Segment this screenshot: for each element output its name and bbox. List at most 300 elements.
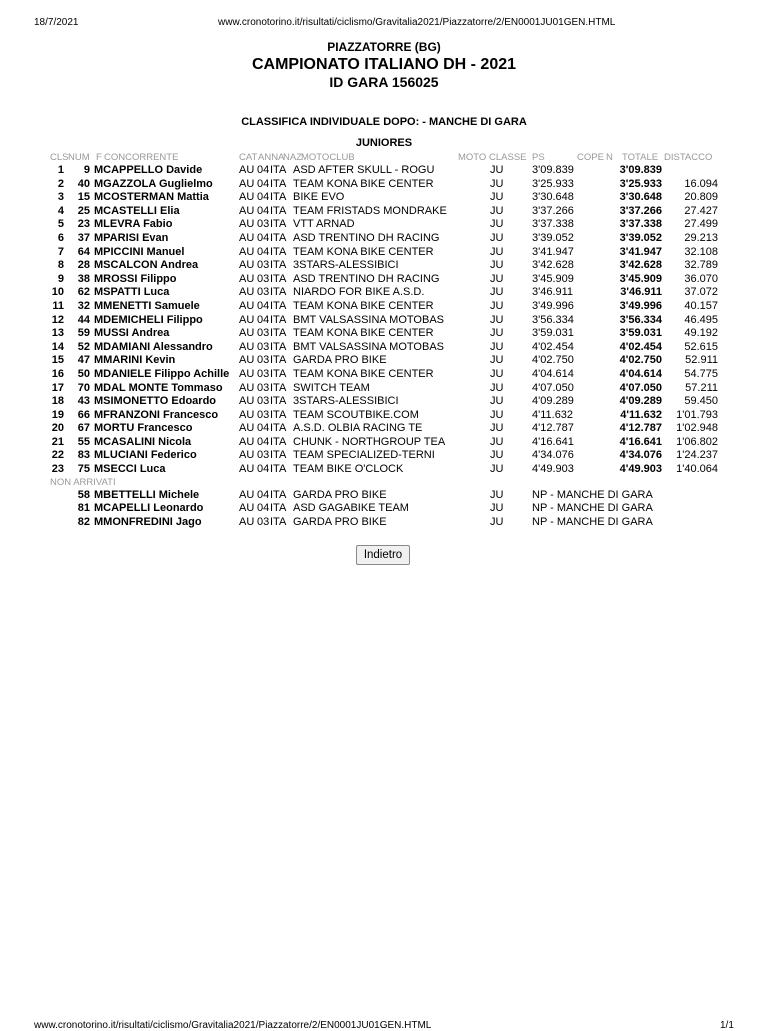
rider-category: AU [239,218,255,231]
col-naz: NAZ [283,152,302,163]
nationality: ITA [270,408,287,421]
print-date: 18/7/2021 [34,17,79,28]
table-row [0,300,768,314]
position: 1 [57,164,64,176]
position: 5 [57,218,64,231]
rider-category: AU [239,177,255,190]
gap-time: 1'01.793 [676,408,718,421]
nationality: ITA [270,488,287,501]
position: 9 [57,272,64,285]
gap-time: 32.789 [684,259,718,272]
team-name: VTT ARNAD [293,218,355,231]
page-number: 1/1 [720,1020,734,1031]
position: 2 [57,177,64,190]
race-id: ID GARA 156025 [329,74,439,90]
col-cope: COPE [577,152,604,163]
col-anna: ANNA [258,152,285,163]
event-title: CAMPIONATO ITALIANO DH - 2021 [251,56,517,73]
rider-name: MSIMONETTO Edoardo [94,395,217,408]
stage-time: 4'12.787 [532,422,574,435]
col-cat: CAT [239,152,258,163]
total-time: 4'11.632 [620,408,662,421]
stage-time: 3'30.648 [532,191,574,204]
rider-category: AU [239,340,255,353]
birth-year: 04 [257,463,270,476]
position: 14 [51,340,64,353]
nationality: ITA [270,259,287,272]
birth-year: 04 [257,204,270,217]
class: JU [490,191,504,204]
bib-number: 9 [83,164,90,176]
classification-title: CLASSIFICA INDIVIDUALE DOPO: - MANCHE DI GARA [241,116,527,128]
total-time: 4'09.289 [619,395,662,408]
stage-time: 3'56.334 [532,313,574,326]
rider-name: MUSSI Andrea [94,327,170,340]
total-time: 3'46.911 [620,286,662,299]
position: 21 [51,435,64,448]
table-row [0,341,768,355]
stage-time: 3'25.933 [532,177,574,190]
stage-time: 3'59.031 [532,327,574,340]
team-name: ASD TRENTINO DH RACING [293,231,440,244]
gap-time: 40.157 [684,299,718,312]
rider-category: AU [239,259,255,272]
rider-category: AU [239,272,255,285]
bib-number: 32 [77,299,90,312]
non-arrived-label: NON ARRIVATI [50,476,116,488]
total-time: 3'39.052 [619,231,662,244]
class: JU [490,381,504,394]
nationality: ITA [270,191,287,204]
total-time: 4'34.076 [619,449,662,462]
birth-year: 03 [257,381,270,394]
rider-name: MSCALCON Andrea [94,259,199,272]
class: JU [490,463,504,476]
nationality: ITA [270,515,287,528]
gap-time: 59.450 [684,395,718,408]
col-totale: TOTALE [622,152,659,163]
bib-number: 75 [77,463,90,476]
stage-time: 3'49.996 [532,299,574,312]
status: NP - MANCHE DI GARA [532,488,653,501]
col-motoclub: MOTOCLUB [301,152,355,163]
birth-year: 04 [257,177,270,190]
class: JU [490,367,504,380]
rider-category: AU [239,286,255,299]
total-time: 3'37.266 [619,204,662,217]
rider-category: AU [239,502,255,515]
team-name: TEAM KONA BIKE CENTER [293,327,434,340]
stage-time: 4'34.076 [532,449,574,462]
rider-name: MPARISI Evan [94,231,169,244]
nationality: ITA [270,449,287,462]
birth-year: 04 [257,231,270,244]
rider-category: AU [239,354,255,367]
rider-name: MCAPPELLO Davide [94,164,203,176]
position: 18 [51,395,64,408]
birth-year: 04 [257,164,270,176]
table-row [0,354,768,368]
birth-year: 03 [257,286,270,299]
total-time: 3'41.947 [619,245,662,258]
birth-year: 03 [257,340,270,353]
gap-time: 46.495 [684,313,718,326]
nationality: ITA [270,354,287,367]
birth-year: 04 [257,299,270,312]
total-time: 3'56.334 [619,313,662,326]
stage-time: 4'11.632 [532,408,574,421]
gap-time: 36.070 [684,272,718,285]
rider-name: MDEMICHELI Filippo [94,313,203,326]
rider-name: MORTU Francesco [94,422,193,435]
table-row [0,205,768,219]
total-time: 4'07.050 [619,381,662,394]
bib-number: 52 [77,340,90,353]
status: NP - MANCHE DI GARA [532,515,653,528]
gap-time: 20.809 [684,191,718,204]
class: JU [490,259,504,272]
table-row [0,409,768,423]
table-row [0,368,768,382]
rider-category: AU [239,313,255,326]
position: 22 [51,449,64,462]
nationality: ITA [270,272,287,285]
rider-name: MLUCIANI Federico [94,449,197,462]
bib-number: 47 [77,354,90,367]
position: 7 [57,245,64,258]
rider-name: MBETTELLI Michele [94,488,200,501]
table-row [0,178,768,192]
birth-year: 03 [257,408,270,421]
total-time: 3'49.996 [619,299,662,312]
gap-time: 29.213 [684,231,718,244]
class: JU [490,408,504,421]
position: 23 [51,463,64,476]
table-row [0,164,768,178]
rider-name: MCASALINI Nicola [94,435,192,448]
nationality: ITA [270,422,287,435]
rider-name: MLEVRA Fabio [94,218,173,231]
nationality: ITA [270,299,287,312]
class: JU [490,327,504,340]
total-time: 3'42.628 [619,259,662,272]
birth-year: 04 [257,488,270,501]
rider-category: AU [239,245,255,258]
class: JU [490,435,504,448]
total-time: 4'12.787 [619,422,662,435]
bib-number: 23 [77,218,90,231]
table-row [0,422,768,436]
nationality: ITA [270,164,287,176]
stage-time: 4'04.614 [532,367,574,380]
rider-category: AU [239,449,255,462]
nationality: ITA [270,340,287,353]
gap-time: 37.072 [684,286,718,299]
rider-category: AU [239,488,255,501]
position: 13 [51,327,64,340]
team-name: 3STARS-ALESSIBICI [293,395,399,408]
table-row [0,218,768,232]
stage-time: 3'41.947 [532,245,574,258]
rider-name: MCOSTERMAN Mattia [94,191,209,204]
rider-name: MGAZZOLA Guglielmo [94,177,213,190]
bib-number: 38 [77,272,90,285]
stage-time: 4'16.641 [532,435,574,448]
col-n: N [606,152,613,163]
team-name: TEAM KONA BIKE CENTER [293,299,434,312]
nationality: ITA [270,502,287,515]
birth-year: 03 [257,218,270,231]
position: 10 [51,286,64,299]
birth-year: 03 [257,515,270,528]
stage-time: 4'02.750 [532,354,574,367]
stage-time: 4'49.903 [532,463,574,476]
total-time: 4'49.903 [619,463,662,476]
team-name: GARDA PRO BIKE [293,488,387,501]
class: JU [490,218,504,231]
non-arrived-row [0,516,768,530]
back-button[interactable]: Indietro [356,545,410,565]
birth-year: 03 [257,259,270,272]
total-time: 3'59.031 [619,327,662,340]
rider-name: MMARINI Kevin [94,354,176,367]
total-time: 4'16.641 [619,435,662,448]
table-row [0,273,768,287]
class: JU [490,272,504,285]
rider-category: AU [239,164,255,176]
rider-category: AU [239,191,255,204]
gap-time: 1'24.237 [676,449,718,462]
birth-year: 04 [257,422,270,435]
bib-number: 64 [77,245,90,258]
col-cls: CLS [50,152,69,163]
bib-number: 40 [77,177,90,190]
class: JU [490,354,504,367]
class: JU [490,449,504,462]
position: 6 [57,231,64,244]
category-title: JUNIORES [355,137,413,149]
nationality: ITA [270,245,287,258]
gap-time: 27.427 [684,204,718,217]
location-title: PIAZZATORRE (BG) [327,40,441,54]
class: JU [490,502,504,515]
birth-year: 03 [257,327,270,340]
gap-time: 49.192 [684,327,718,340]
bib-number: 58 [77,488,90,501]
class: JU [490,177,504,190]
position: 3 [57,191,64,204]
birth-year: 03 [257,354,270,367]
rider-category: AU [239,381,255,394]
bib-number: 62 [77,286,90,299]
col-num: NUM [68,152,90,163]
position: 19 [51,408,64,421]
team-name: NIARDO FOR BIKE A.S.D. [293,286,425,299]
birth-year: 04 [257,435,270,448]
class: JU [490,313,504,326]
stage-time: 4'09.289 [532,395,574,408]
team-name: TEAM SPECIALIZED-TERNI [293,449,435,462]
rider-name: MMENETTI Samuele [94,299,200,312]
table-row [0,314,768,328]
team-name: SWITCH TEAM [293,381,370,394]
col-distacco: DISTACCO [664,152,713,163]
nationality: ITA [270,313,287,326]
bib-number: 37 [77,231,90,244]
position: 17 [51,381,64,394]
position: 15 [51,354,64,367]
team-name: 3STARS-ALESSIBICI [293,259,399,272]
gap-time: 27.499 [684,218,718,231]
rider-name: MSECCI Luca [94,463,166,476]
team-name: BMT VALSASSINA MOTOBAS [293,340,444,353]
rider-name: MCAPELLI Leonardo [94,502,204,515]
class: JU [490,488,504,501]
rider-category: AU [239,435,255,448]
total-time: 3'25.933 [619,177,662,190]
rider-name: MDANIELE Filippo Achille [94,367,230,380]
class: JU [490,395,504,408]
birth-year: 03 [257,272,270,285]
total-time: 4'02.454 [619,340,662,353]
table-row [0,232,768,246]
bib-number: 50 [77,367,90,380]
gap-time: 52.615 [684,340,718,353]
rider-name: MDAMIANI Alessandro [94,340,213,353]
gap-time: 57.211 [685,381,718,394]
col-moto: MOTO [458,152,487,163]
team-name: GARDA PRO BIKE [293,515,387,528]
team-name: TEAM KONA BIKE CENTER [293,245,434,258]
non-arrived-row [0,489,768,503]
bib-number: 83 [77,449,90,462]
bib-number: 25 [77,204,90,217]
birth-year: 04 [257,191,270,204]
rider-name: MROSSI Filippo [94,272,177,285]
team-name: TEAM SCOUTBIKE.COM [293,408,419,421]
gap-time: 1'40.064 [676,463,718,476]
class: JU [490,286,504,299]
table-row [0,286,768,300]
team-name: BMT VALSASSINA MOTOBAS [293,313,444,326]
stage-time: 3'39.052 [532,231,574,244]
team-name: TEAM BIKE O'CLOCK [293,463,404,476]
table-row [0,191,768,205]
rider-name: MDAL MONTE Tommaso [94,381,223,394]
rider-category: AU [239,463,255,476]
table-row [0,382,768,396]
stage-time: 3'37.266 [532,204,574,217]
rider-category: AU [239,367,255,380]
nationality: ITA [270,218,287,231]
nationality: ITA [270,231,287,244]
team-name: TEAM KONA BIKE CENTER [293,367,434,380]
bib-number: 82 [77,515,90,528]
total-time: 4'04.614 [619,367,662,380]
table-row [0,259,768,273]
birth-year: 03 [257,395,270,408]
total-time: 3'45.909 [619,272,662,285]
gap-time: 32.108 [684,245,718,258]
nationality: ITA [270,327,287,340]
rider-category: AU [239,231,255,244]
rider-category: AU [239,299,255,312]
nationality: ITA [270,367,287,380]
rider-name: MSPATTI Luca [94,286,170,299]
bib-number: 66 [77,408,90,421]
rider-name: MPICCINI Manuel [94,245,185,258]
rider-category: AU [239,327,255,340]
team-name: TEAM FRISTADS MONDRAKE [293,204,447,217]
team-name: CHUNK - NORTHGROUP TEA [293,435,446,448]
total-time: 3'30.648 [619,191,662,204]
table-row [0,449,768,463]
class: JU [490,515,504,528]
gap-time: 16.094 [684,177,718,190]
nationality: ITA [270,204,287,217]
team-name: A.S.D. OLBIA RACING TE [293,422,423,435]
non-arrived-row [0,502,768,516]
total-time: 3'37.338 [619,218,662,231]
stage-time: 4'02.454 [532,340,574,353]
position: 8 [57,259,64,272]
bib-number: 15 [77,191,90,204]
birth-year: 03 [257,449,270,462]
nationality: ITA [270,463,287,476]
rider-category: AU [239,395,255,408]
rider-name: MMONFREDINI Jago [94,515,202,528]
class: JU [490,422,504,435]
rider-name: MCASTELLI Elia [94,204,180,217]
position: 12 [51,313,64,326]
position: 16 [51,367,64,380]
bib-number: 43 [77,395,90,408]
class: JU [490,164,504,176]
team-name: ASD TRENTINO DH RACING [293,272,440,285]
bib-number: 44 [77,313,90,326]
class: JU [490,340,504,353]
position: 4 [57,204,64,217]
table-row [0,395,768,409]
stage-time: 3'42.628 [532,259,574,272]
birth-year: 03 [257,367,270,380]
bib-number: 67 [77,422,90,435]
stage-time: 4'07.050 [532,381,574,394]
nationality: ITA [270,435,287,448]
nationality: ITA [270,286,287,299]
status: NP - MANCHE DI GARA [532,502,653,515]
class: JU [490,245,504,258]
stage-time: 3'37.338 [532,218,574,231]
birth-year: 04 [257,313,270,326]
nationality: ITA [270,395,287,408]
rider-category: AU [239,204,255,217]
nationality: ITA [270,177,287,190]
class: JU [490,299,504,312]
stage-time: 3'09.839 [532,164,574,176]
team-name: ASD AFTER SKULL - ROGU [293,164,435,176]
bib-number: 81 [77,502,90,515]
gap-time: 1'06.802 [676,435,718,448]
team-name: GARDA PRO BIKE [293,354,387,367]
stage-time: 3'46.911 [532,286,574,299]
birth-year: 04 [257,245,270,258]
rider-category: AU [239,422,255,435]
col-ps: PS [532,152,545,163]
class: JU [490,231,504,244]
gap-time: 1'02.948 [676,422,718,435]
table-row [0,436,768,450]
